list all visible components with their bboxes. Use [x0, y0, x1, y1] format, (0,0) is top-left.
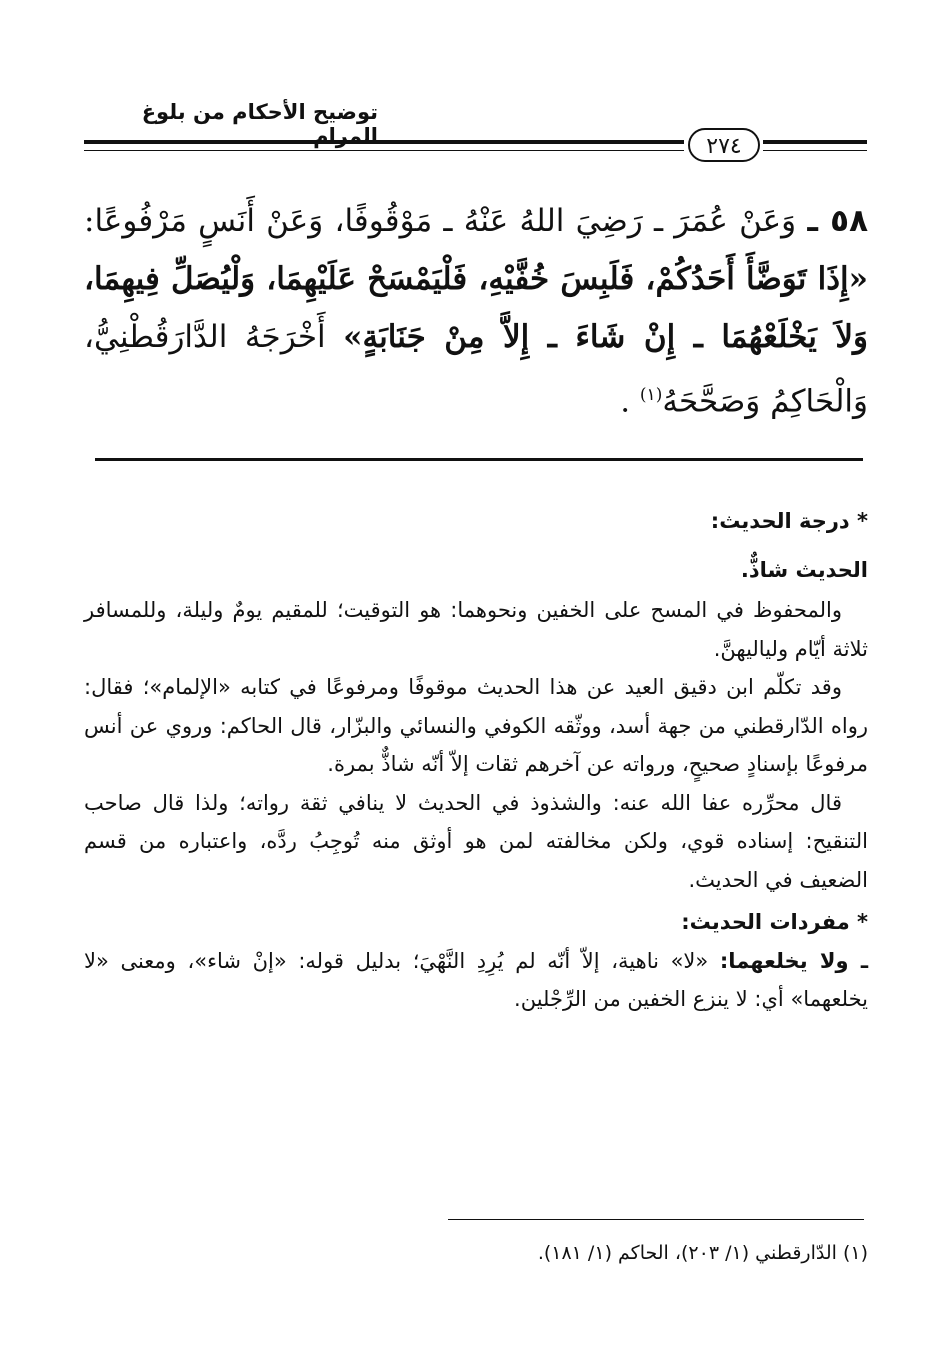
- header-rule-thin: [763, 150, 867, 151]
- footnote: (١) الدّارقطني (١/ ٢٠٣)، الحاكم (١/ ١٨١).: [537, 1242, 868, 1264]
- section-divider: [95, 458, 863, 461]
- footnote-marker: (١): [639, 385, 663, 405]
- header-rule: [84, 140, 684, 144]
- hadith-takhrij: أَخْرَجَهُ الدَّارَقُطْنِيُّ، وَالْحَاكِمُ وَصَحَّحَهُ: [84, 319, 868, 420]
- grade-heading: * درجة الحديث:: [710, 509, 868, 533]
- paragraph: قال محرِّره عفا الله عنه: والشذوذ في الحديث لا ينافي ثقة رواته؛ ولذا قال صاحب التنقيح: إسناده قوي، ولكن مخالفته لمن هو أوثق منه تُوجِبُ ردَّه، واعتباره من قسم الضعيف في الحديث.: [84, 790, 868, 892]
- header-rule: [763, 140, 867, 144]
- running-title: توضيح الأحكام من بلوغ المرام: [141, 100, 378, 148]
- hadith-end: .: [620, 383, 631, 420]
- vocab-heading: * مفردات الحديث:: [681, 910, 868, 934]
- page-number: ٢٧٤: [688, 128, 760, 162]
- header-rule-thin: [84, 150, 684, 151]
- grade-statement: الحديث شاذٌّ.: [740, 557, 868, 582]
- footnote-rule: [448, 1219, 864, 1220]
- hadith-number: ٥٨ ـ: [807, 203, 869, 239]
- hadith-intro: وَعَنْ عُمَرَ ـ رَضِيَ اللهُ عَنْهُ ـ مَوْقُوفًا، وَعَنْ أَنَسٍ مَرْفُوعًا:: [84, 203, 797, 239]
- paragraph: والمحفوظ في المسح على الخفين ونحوهما: هو التوقيت؛ للمقيم يومٌ وليلة، وللمسافر ثلاثة أيّام ولياليهنَّ.: [84, 598, 868, 661]
- vocab-term: ـ ولا يخلعهما:: [719, 948, 868, 973]
- paragraph: وقد تكلّم ابن دقيق العيد عن هذا الحديث موقوفًا ومرفوعًا في كتابه «الإلمام»؛ فقال: رواه الدّارقطني من جهة أسد، ووثّقه الكوفي والنسائي والبزّار، قال الحاكم: وروي عن أنس مرفوعًا بإسنادٍ صحيحٍ، ورواته عن آخرهم ثقات إلاّ أنّه شاذٌّ بمرة.: [84, 675, 868, 776]
- commentary: [84, 502, 868, 1019]
- vocab-text: «لا» ناهية، إلاّ أنّه لم يُرِدِ النَّهْيَ؛ بدليل قوله: «إنْ شاء»، ومعنى «لا يخلعهما» أي: لا ينزع الخفين من الرِّجْلين.: [84, 948, 868, 1011]
- hadith-text: [84, 192, 868, 430]
- hadith-matn: «إِذَا تَوَضَّأَ أَحَدُكُمْ، فَلَبِسَ خُفَّيْهِ، فَلْيَمْسَحْ عَلَيْهِمَا، وَلْيُصَلِّ فِيهِمَا، وَلاَ يَخْلَعْهُمَا ـ إِنْ شَاءَ ـ إِلاَّ مِنْ جَنَابَةٍ»: [84, 261, 868, 355]
- vocab-entry: [84, 942, 868, 1019]
